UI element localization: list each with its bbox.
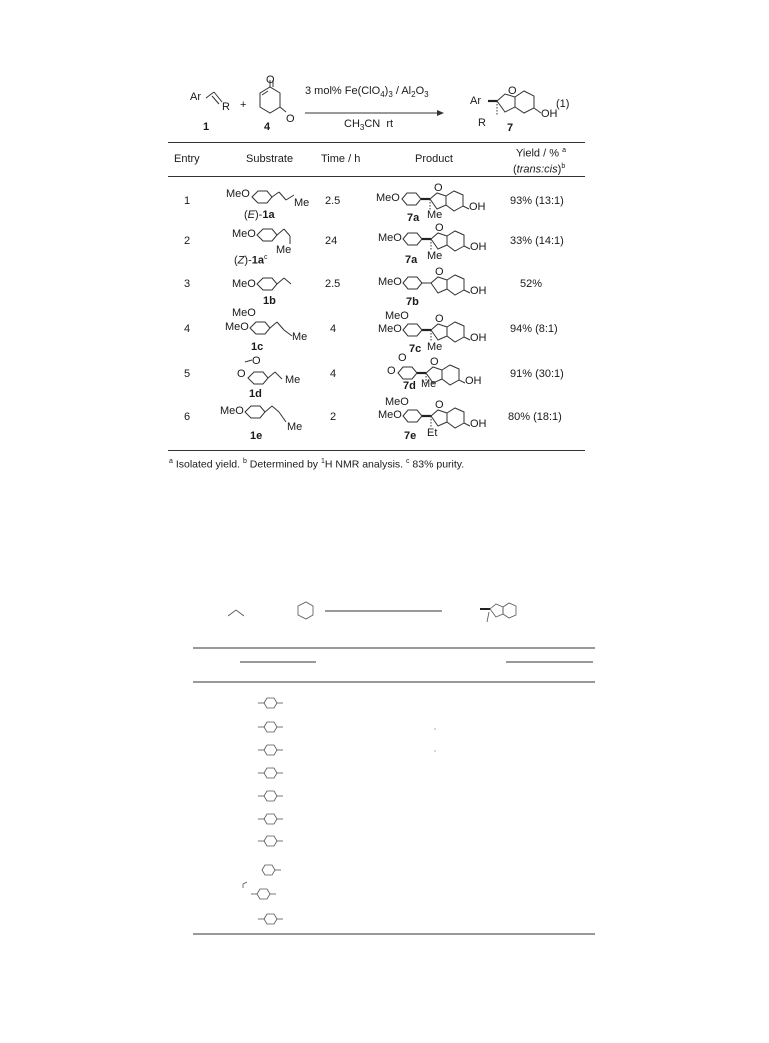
plus-sign: + (240, 99, 247, 111)
product-oh: OH (470, 332, 487, 344)
header-substrate: Substrate (246, 153, 294, 165)
product-label: 7a (407, 212, 420, 224)
product-r: Me (421, 378, 437, 390)
time-cell: 2 (330, 411, 337, 423)
reactant-r-label: R (222, 101, 230, 113)
entry-cell: 6 (184, 411, 191, 423)
reagent-above: 3 mol% $Fe(ClO_4)_3 / Al_2O_3$ (305, 85, 429, 100)
time-cell: 4 (330, 368, 337, 380)
header-product: Product (415, 153, 453, 165)
entry-cell: 1 (184, 195, 191, 207)
product-o: O (435, 266, 444, 278)
yield-cell: 80% (18:1) (508, 411, 562, 423)
product-group: MeO (378, 232, 402, 244)
table-footnote: $^a$ Isolated yield. $^b$ Determined by $^1$H NMR analysis. $^c$ 83% purity. (169, 458, 465, 471)
time-cell: 2.5 (325, 278, 341, 290)
reactant-ar-label: Ar (190, 91, 201, 103)
product-oh: OH (470, 285, 487, 297)
product-oh: OH (470, 241, 487, 253)
product-r: Me (427, 341, 443, 353)
reagent-below: $CH_3CN$ rt (344, 118, 394, 133)
substrate-group: O (252, 355, 261, 367)
product-group: MeO (385, 396, 409, 408)
substrate-tail: Me (276, 244, 292, 256)
product-r: Me (427, 250, 443, 262)
entry-cell: 5 (184, 368, 191, 380)
equation-number: (1) (556, 98, 570, 110)
substrate-group: MeO (232, 228, 256, 240)
entry-cell: 3 (184, 278, 191, 290)
product-label: 7e (404, 430, 417, 442)
yield-cell: 33% (14:1) (510, 235, 564, 247)
product-group-2: O (387, 365, 396, 377)
product-o: O (435, 222, 444, 234)
substrate-group-2: O (237, 368, 246, 380)
substrate-tail: Me (285, 374, 301, 386)
product-group: O (398, 352, 407, 364)
product-label: 7d (403, 380, 416, 392)
product-r: Me (427, 209, 443, 221)
yield-cell: 93% (13:1) (510, 195, 564, 207)
product-o: O (434, 182, 443, 194)
substrate-label: (E)-1a (244, 209, 275, 221)
product-label: 7c (409, 343, 422, 355)
header-yield: Yield / % $^a$ (516, 147, 566, 160)
substrate-label: 1d (249, 388, 262, 400)
time-cell: 24 (325, 235, 338, 247)
substrate-label: 1e (250, 430, 263, 442)
product-oh: OH (470, 418, 487, 430)
substrate-label: 1c (251, 341, 264, 353)
quinone-o-top: O (266, 74, 275, 86)
substrate-label: 1b (263, 295, 276, 307)
product-group: MeO (376, 192, 400, 204)
header-entry: Entry (174, 153, 200, 165)
product-oh: OH (469, 201, 486, 213)
product-r-label: R (478, 117, 486, 129)
product-o-label: O (508, 85, 517, 97)
yield-cell: 94% (8:1) (510, 323, 558, 335)
product-group: MeO (378, 276, 402, 288)
header-time: Time / h (321, 153, 361, 165)
product-o: O (430, 356, 439, 368)
substrate-group: MeO (220, 405, 244, 417)
header-trans-cis: (trans:cis)$^b$ (513, 163, 566, 176)
yield-cell: 91% (30:1) (510, 368, 564, 380)
substrate-group-2: MeO (225, 321, 249, 333)
product-label: 7b (406, 296, 419, 308)
substrate-label: $(Z)-1a^c$ (234, 254, 268, 267)
reactant-1-number: 1 (203, 121, 210, 133)
product-oh-label: OH (541, 108, 558, 120)
substrate-group: MeO (232, 278, 256, 290)
product-group-2: MeO (378, 409, 402, 421)
substrate-group: MeO (232, 307, 256, 319)
product-group-2: MeO (378, 323, 402, 335)
product-label: 7a (405, 254, 418, 266)
substrate-tail: Me (292, 331, 308, 343)
substrate-tail: Me (287, 421, 303, 433)
product-group: MeO (385, 310, 409, 322)
entry-cell: 2 (184, 235, 191, 247)
quinone-o-bottom: O (286, 113, 295, 125)
product-7-number: 7 (507, 122, 514, 134)
reactant-4-number: 4 (264, 121, 271, 133)
product-oh: OH (465, 375, 482, 387)
product-r: Et (427, 427, 438, 439)
yield-cell: 52% (520, 278, 543, 290)
product-o: O (435, 399, 444, 411)
substrate-group: MeO (226, 188, 250, 200)
time-cell: 4 (330, 323, 337, 335)
entry-cell: 4 (184, 323, 191, 335)
product-o: O (435, 313, 444, 325)
product-ar-label: Ar (470, 95, 481, 107)
substrate-tail: Me (294, 197, 310, 209)
time-cell: 2.5 (325, 195, 341, 207)
